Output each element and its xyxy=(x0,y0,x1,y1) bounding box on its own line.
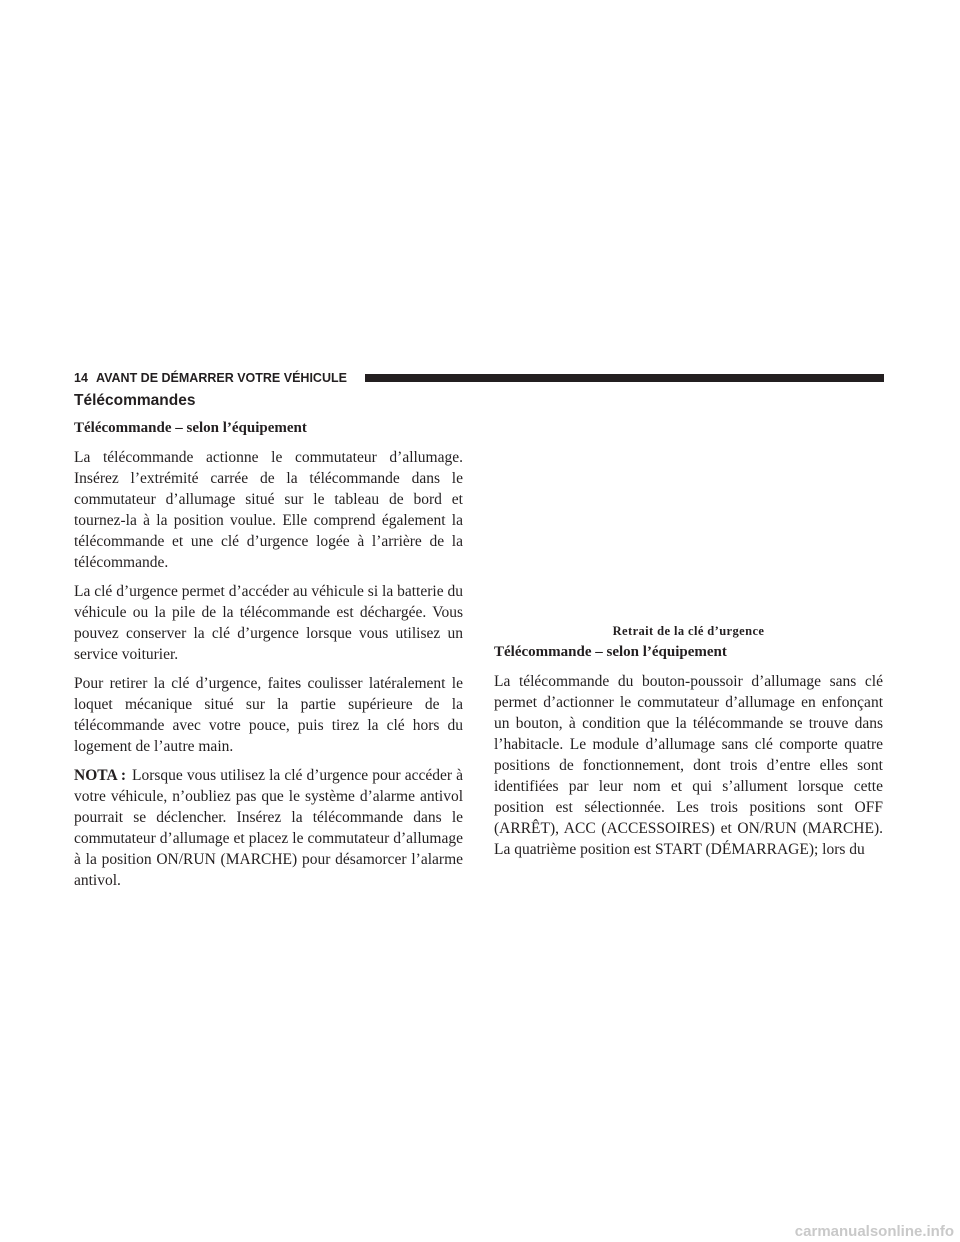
nota-paragraph xyxy=(74,765,463,891)
page-number: 14 xyxy=(74,371,88,385)
watermark-logo: carmanualsonline.info xyxy=(794,1223,954,1240)
nota-text: Lorsque vous utilisez la clé d’urgence pour accéder à votre véhicule, n’oubliez pas que le système d’alarme antivol pourrait se déclencher. Insérez la télécommande dans le commutateur d’allumage et placez le commutateur d’allumage à la position ON/RUN (MARCHE) pour désamorcer l’alarme antivol. xyxy=(74,767,463,889)
figure-caption: Retrait de la clé d’urgence xyxy=(612,624,765,638)
section-title: Télécommandes xyxy=(74,392,196,409)
paragraph-1: La télécommande actionne le commutateur d’allumage. Insérez l’extrémité carrée de la télécommande dans le commutateur d’allumage situé sur le tableau de bord et tournez-la à la position voulue. Elle comprend également la télécommande et une clé d’urgence logée à l’arrière de la télécommande. xyxy=(74,449,463,571)
right-column xyxy=(494,642,883,868)
left-column xyxy=(74,418,463,899)
nota-label: NOTA : xyxy=(74,767,127,784)
page-header xyxy=(74,370,884,386)
right-paragraph: La télécommande du bouton-poussoir d’allumage sans clé permet d’actionner le commutateur d’allumage en enfonçant un bouton, à condition que la télécommande se trouve dans l’habitacle. Le module d’allumage sans clé comporte quatre positions de fonctionnement, dont trois d’entre elles sont identifiées par leur nom et qui s’allument lorsque cette position est sélectionnée. Les trois positions sont OFF (ARRÊT), ACC (ACCESSOIRES) et ON/RUN (MARCHE). La quatrième position est START (DÉMARRAGE); lors du xyxy=(494,673,883,858)
paragraph-3: Pour retirer la clé d’urgence, faites coulisser latéralement le loquet mécanique situé sur la partie supérieure de la télécommande avec votre pouce, puis tirez la clé hors du logement de l’autre main. xyxy=(74,675,463,755)
right-subheading: Télécommande – selon l’équipement xyxy=(494,644,727,660)
chapter-title: AVANT DE DÉMARRER VOTRE VÉHICULE xyxy=(96,371,347,385)
header-rule xyxy=(365,374,884,382)
left-subheading: Télécommande – selon l’équipement xyxy=(74,420,307,436)
paragraph-2: La clé d’urgence permet d’accéder au véhicule si la batterie du véhicule ou la pile de la télécommande est déchargée. Vous pouvez conserver la clé d’urgence lorsque vous utilisez un service voiturier. xyxy=(74,583,463,663)
